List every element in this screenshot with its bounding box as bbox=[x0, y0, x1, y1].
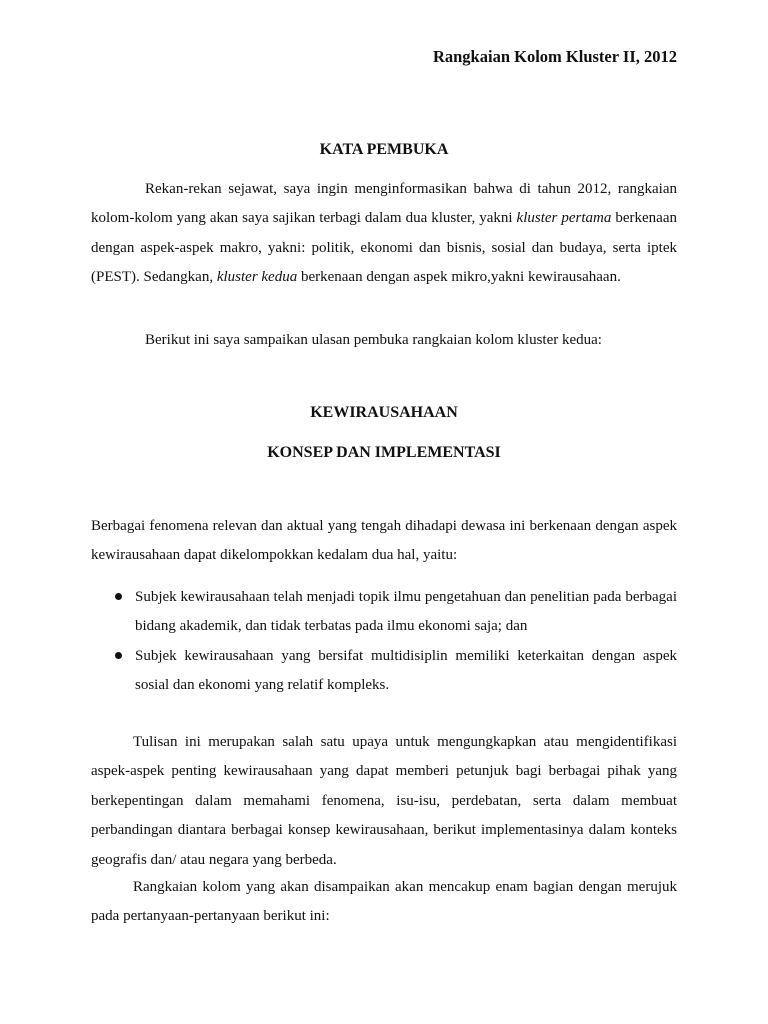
article-title-line-2: KONSEP DAN IMPLEMENTASI bbox=[267, 444, 501, 461]
bullet-icon bbox=[115, 593, 122, 600]
article-paragraph-2-text: Tulisan ini merupakan salah satu upaya untuk mengungkapkan atau mengidentifikasi aspek-aspek penting kewirausahaan yang dapat memberi petunjuk bagi berbagai pihak yang berkepentingan dalam memahami fenomena, isu-isu, perdebatan, serta dalam membuat perbandingan diantara berbagai konsep kewirausahaan, berikut implementasinya dalam konteks geografis dan/ atau negara yang berbeda. bbox=[91, 734, 677, 868]
article-paragraph-3-text: Rangkaian kolom yang akan disampaikan akan mencakup enam bagian dengan merujuk pada pertanyaan-pertanyaan berikut ini: bbox=[91, 879, 677, 925]
article-paragraph-3 bbox=[91, 873, 677, 932]
bullet-item-1: Subjek kewirausahaan telah menjadi topik ilmu pengetahuan dan penelitian pada berbagai bidang akademik, dan tidak terbatas pada ilmu ekonomi saja; dan bbox=[135, 589, 677, 635]
intro-paragraph-2-text: Berikut ini saya sampaikan ulasan pembuka rangkaian kolom kluster kedua: bbox=[145, 332, 602, 348]
intro-text-2: berkenaan dengan aspek-aspek makro, yakni: politik, ekonomi dan bisnis, sosial dan budaya, serta iptek (PEST). Sedangkan, bbox=[91, 210, 677, 286]
bullet-item-2: Subjek kewirausahaan yang bersifat multidisiplin memiliki keterkaitan dengan aspek sosial dan ekonomi yang relatif kompleks. bbox=[135, 648, 677, 694]
intro-paragraph-1 bbox=[91, 175, 677, 293]
intro-paragraph-2 bbox=[91, 326, 677, 355]
intro-italic-kluster-pertama: kluster pertama bbox=[516, 210, 612, 227]
running-header: Rangkaian Kolom Kluster II, 2012 bbox=[432, 47, 677, 66]
article-paragraph-2 bbox=[91, 728, 677, 875]
intro-italic-kluster-kedua: kluster kedua bbox=[216, 269, 298, 286]
intro-text-1: Rekan-rekan sejawat, saya ingin menginformasikan bahwa di tahun 2012, rangkaian kolom-kolom yang akan saya sajikan terbagi dalam dua kluster, yakni bbox=[91, 181, 677, 227]
bullet-icon bbox=[115, 652, 122, 659]
intro-text-3: berkenaan dengan aspek mikro,yakni kewirausahaan. bbox=[297, 269, 621, 286]
article-title-line-1: KEWIRAUSAHAAN bbox=[310, 404, 458, 421]
intro-title: KATA PEMBUKA bbox=[319, 141, 449, 158]
article-paragraph-1: Berbagai fenomena relevan dan aktual yang tengah dihadapi dewasa ini berkenaan dengan aspek kewirausahaan dapat dikelompokkan kedalam dua hal, yaitu: bbox=[91, 518, 677, 564]
